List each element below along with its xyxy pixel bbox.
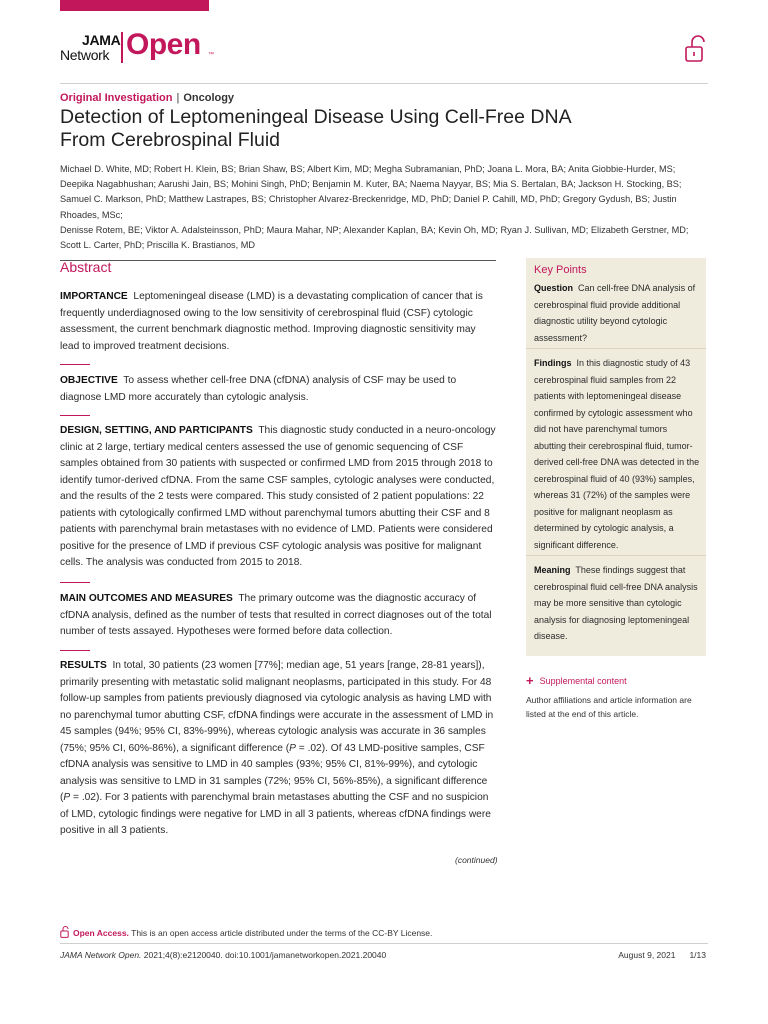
open-access-label[interactable]: Open Access.: [73, 928, 129, 938]
question-text: Can cell-free DNA analysis of cerebrospinal fluid provide additional diagnostic utility beyond cytologic assessment?: [534, 283, 696, 343]
footer-meta: [618, 950, 706, 960]
objective-label: OBJECTIVE: [60, 375, 118, 386]
abstract-objective: [60, 373, 497, 406]
logo-jama: JAMA: [82, 32, 121, 48]
results-text: = .02). For 3 patients with parenchymal brain metastases abutting the CSF and no suspicion of LMD, cytologic findings were negative for LMD in all 3 patients, whereas cfDNA findings were positive in all 3 patients.: [60, 792, 491, 836]
article-topic[interactable]: Oncology: [183, 92, 235, 104]
results-text: = .02). Of 43 LMD-positive samples, CSF cfDNA analysis was sensitive to LMD in 40 samples (93%; 95% CI, 81%-99%), and cytologic analysis was sensitive to LMD in 31 samples (72%; 95% CI, 56%-85%), a significant difference (: [60, 742, 488, 803]
footer-citation-text[interactable]: 2021;4(8):e2120040. doi:10.1001/jamanetworkopen.2021.20040: [143, 950, 387, 960]
logo-open: Open: [126, 28, 201, 61]
author-line: Samuel C. Markson, PhD; Matthew Lastrapes, BS; Christopher Alvarez-Breckenridge, MD, PhD; Daniel P. Cahill, MD, PhD; Gregory Gydush, BS; Justin Rhoades, MSc;: [60, 194, 677, 220]
results-label: RESULTS: [60, 660, 107, 671]
supplemental-label: Supplemental content: [539, 676, 627, 686]
author-line: Deepika Nagabhushan; Aarushi Jain, BS; Mohini Singh, PhD; Benjamin M. Kuter, BA; Naema Nayyar, BS; Mia S. Bertalan, BA; Jackson H. Stocking, BS;: [60, 179, 682, 190]
footer-journal: JAMA Network Open.: [60, 950, 142, 960]
continued-note: (continued): [455, 855, 498, 865]
results-text: In total, 30 patients (23 women [77%]; median age, 51 years [range, 28-81 years]), primarily presenting with metastatic solid malignant neoplasms, participated in this study. For 48 follow-up samples from patients previously diagnosed via cytologic analysis as having LMD with no parenchymal tumor abutting CSF, cfDNA findings were accurate in the assessment of LMD in 45 samples (94%; 95% CI, 83%-99%), whereas cytologic analysis was accurate in 36 samples (75%; 95% CI, 60%-86%), a significant difference (: [60, 660, 494, 754]
key-points-heading: Key Points: [534, 264, 587, 276]
abstract-outcomes: [60, 591, 497, 641]
key-points-divider: [526, 348, 706, 349]
key-points-box: [526, 258, 706, 656]
abstract-separator: [60, 650, 90, 651]
findings-text: In this diagnostic study of 43 cerebrospinal fluid samples from 22 patients with leptomeningeal disease confirmed by cytologic assessment who did not have parenchymal tumors abutting their cerebrospinal fluid, tumor-derived cell-free DNA was detected in the cerebrospinal fluid of 40 (93%) samples, whereas 31 (72%) of the samples were positive for malignant neoplasm as determined by cytologic analysis, a significant difference.: [534, 358, 700, 550]
meaning-text: These findings suggest that cerebrospinal fluid cell-free DNA analysis may be more sensitive than cytologic analysis for diagnosing leptomeningeal disease.: [534, 565, 698, 641]
design-text: This diagnostic study conducted in a neuro-oncology clinic at 2 large, tertiary medical centers assessed the use of genomic sequencing of CSF samples obtained from 30 patients with suspected or confirmed LMD from 2015 through 2018 to identify tumor-derived cfDNA. From the same CSF samples, cytologic analyses were conducted, and the results of the 2 tests were compared. This study consisted of 2 patient populations: 22 patients with cytologically confirmed LMD without parenchymal tumors abutting their CSF and 8 patients with parenchymal brain metastases with no evidence of LMD. Patients were considered positive for the presence of LMD if previous CSF cytologic analysis was positive for malignant cells. The analysis was conducted from 2015 to 2018.: [60, 425, 496, 568]
question-label: Question: [534, 283, 574, 293]
logo-divider: [121, 32, 123, 63]
abstract-rule: [60, 260, 496, 261]
importance-text: Leptomeningeal disease (LMD) is a devastating complication of cancer that is frequently underdiagnosed owing to the low sensitivity of cerebrospinal fluid (CSF) cytologic assessment, the current benchmark diagnostic method. Improving diagnostic sensitivity may lead to improved treatment decisions.: [60, 291, 483, 352]
abstract-results: [60, 658, 497, 840]
article-section: [60, 92, 234, 104]
open-access-text: This is an open access article distributed under the terms of the CC-BY License.: [131, 928, 433, 938]
abstract-separator: [60, 582, 90, 583]
footer-date: August 9, 2021: [618, 950, 676, 960]
key-point-findings: [534, 355, 700, 553]
meaning-label: Meaning: [534, 565, 571, 575]
open-lock-icon[interactable]: [683, 35, 705, 63]
outcomes-label: MAIN OUTCOMES AND MEASURES: [60, 593, 233, 604]
author-line: Denisse Rotem, BE; Viktor A. Adalsteinsson, PhD; Maura Mahar, NP; Alexander Kaplan, BA; Kevin Oh, MD; Ryan J. Sullivan, MD; Elizabeth Gerstner, MD;: [60, 224, 689, 235]
footer-page-number: 1/13: [689, 950, 706, 960]
p-value-symbol: P: [289, 742, 296, 754]
objective-text: To assess whether cell-free DNA (cfDNA) analysis of CSF may be used to diagnose LMD more accurately than cytologic analysis.: [60, 375, 457, 403]
footer-citation: [60, 950, 386, 960]
abstract-separator: [60, 364, 90, 365]
author-list: [60, 162, 710, 253]
supplemental-content-link[interactable]: [526, 673, 627, 688]
abstract-design: [60, 423, 497, 572]
p-value-symbol: P: [63, 792, 71, 803]
outcomes-text: The primary outcome was the diagnostic accuracy of cfDNA analysis, defined as the number of tests that resulted in correct diagnoses out of the total number of tests assayed. Hypotheses were formed before data collection.: [60, 593, 492, 637]
header-rule: [60, 83, 708, 84]
article-type[interactable]: Original Investigation: [60, 92, 173, 104]
affiliations-note: Author affiliations and article information are listed at the end of this article.: [526, 695, 692, 719]
logo-network: Network: [60, 47, 110, 63]
plus-icon: +: [526, 673, 534, 688]
open-access-notice: [60, 926, 432, 938]
footer-rule: [60, 943, 708, 944]
top-accent-bar: [60, 0, 209, 11]
key-point-meaning: [534, 562, 700, 645]
design-label: DESIGN, SETTING, AND PARTICIPANTS: [60, 425, 253, 436]
findings-label: Findings: [534, 358, 572, 368]
abstract-importance: [60, 289, 497, 355]
open-lock-icon: [60, 926, 69, 938]
author-line: Michael D. White, MD; Robert H. Klein, BS; Brian Shaw, BS; Albert Kim, MD; Megha Subramanian, PhD; Joana L. Mora, BA; Anita Giobbie-Hurder, MS;: [60, 164, 676, 174]
abstract-heading: Abstract: [60, 259, 112, 275]
key-points-divider: [526, 555, 706, 556]
abstract-separator: [60, 415, 90, 416]
author-line: Scott L. Carter, PhD; Priscilla K. Brastianos, MD: [60, 240, 256, 251]
key-point-question: [534, 280, 700, 346]
logo-trademark: ™: [208, 52, 214, 58]
importance-label: IMPORTANCE: [60, 291, 128, 302]
article-title: Detection of Leptomeningeal Disease Using Cell-Free DNA From Cerebrospinal Fluid: [60, 106, 571, 151]
section-separator: |: [176, 92, 180, 104]
